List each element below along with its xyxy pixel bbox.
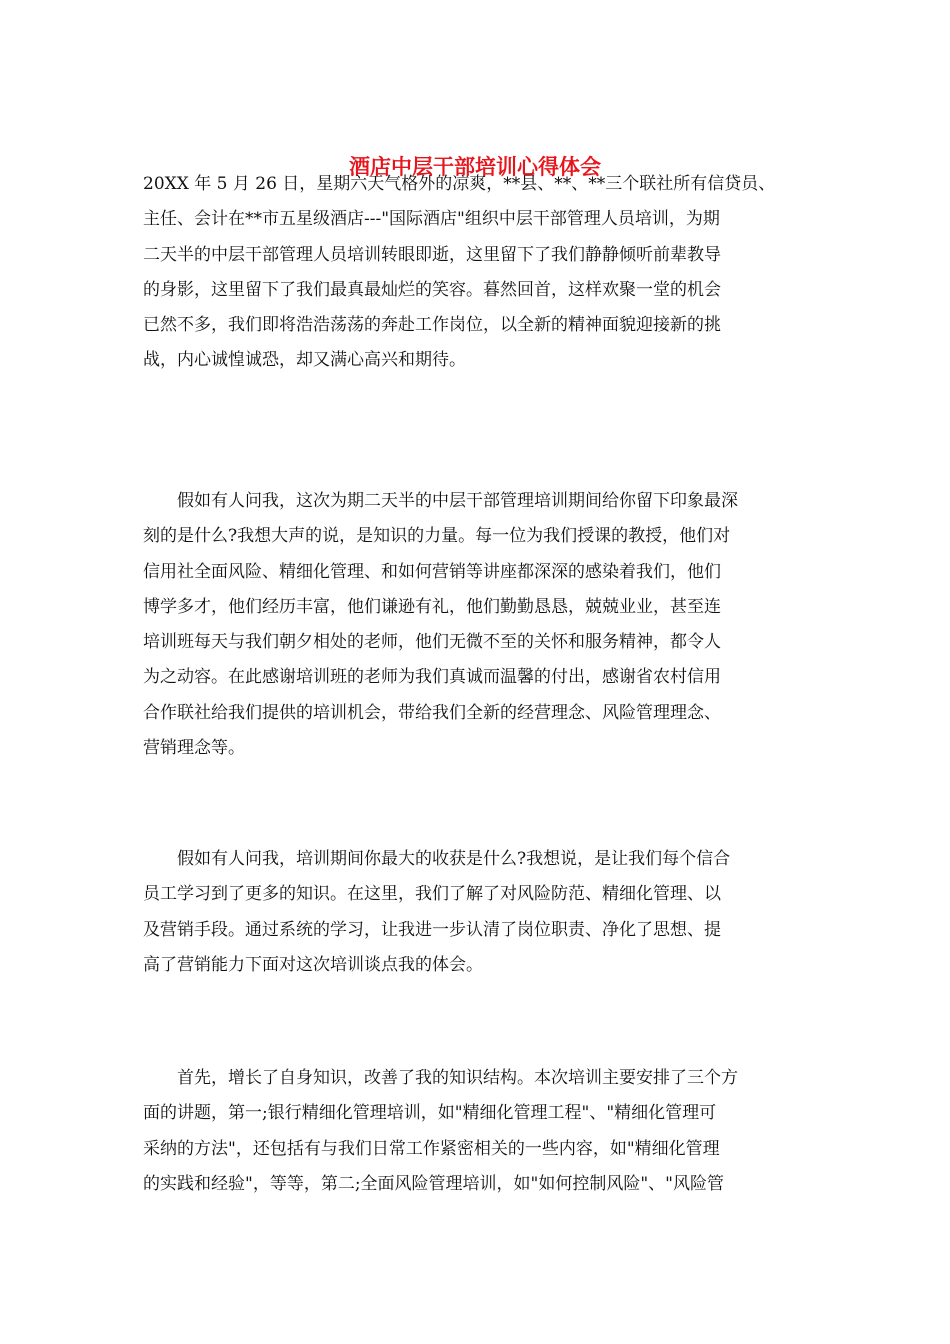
paragraph-line: 合作联社给我们提供的培训机会，带给我们全新的经营理念、风险管理理念、 xyxy=(143,702,721,723)
paragraph-line: 20XX 年 5 月 26 日，星期六天气格外的凉爽，**县、**、**三个联社所有信贷员、 xyxy=(143,174,776,194)
paragraph-line: 博学多才，他们经历丰富，他们谦逊有礼，他们勤勤恳恳，兢兢业业，甚至连 xyxy=(143,596,721,617)
document-title: 酒店中层干部培训心得体会 xyxy=(349,154,601,179)
paragraph-line: 营销理念等。 xyxy=(143,738,245,759)
paragraph-line: 面的讲题，第一;银行精细化管理培训，如"精细化管理工程"、"精细化管理可 xyxy=(143,1103,717,1124)
paragraph-line: 战，内心诚惶诚恐，却又满心高兴和期待。 xyxy=(143,350,466,371)
paragraph-line: 高了营销能力下面对这次培训谈点我的体会。 xyxy=(143,954,483,975)
paragraph-line: 采纳的方法"，还包括有与我们日常工作紧密相关的一些内容，如"精细化管理 xyxy=(143,1138,720,1159)
paragraph-line: 主任、会计在**市五星级酒店---"国际酒店"组织中层干部管理人员培训，为期 xyxy=(143,209,720,230)
paragraph-3 xyxy=(143,842,807,983)
paragraph-line: 信用社全面风险、精细化管理、和如何营销等讲座都深深的感染着我们，他们 xyxy=(143,561,721,582)
paragraph-line: 已然不多，我们即将浩浩荡荡的奔赴工作岗位，以全新的精神面貌迎接新的挑 xyxy=(143,315,721,336)
paragraph-line: 员工学习到了更多的知识。在这里，我们了解了对风险防范、精细化管理、以 xyxy=(143,884,721,905)
paragraph-2 xyxy=(143,484,807,766)
paragraph-1 xyxy=(143,167,807,379)
paragraph-line: 假如有人问我，这次为期二天半的中层干部管理培训期间给你留下印象最深 xyxy=(177,491,738,511)
paragraph-line: 首先，增长了自身知识，改善了我的知识结构。本次培训主要安排了三个方 xyxy=(177,1068,738,1088)
paragraph-line: 的实践和经验"，等等，第二;全面风险管理培训，如"如何控制风险"、"风险管 xyxy=(143,1173,725,1194)
paragraph-line: 二天半的中层干部管理人员培训转眼即逝，这里留下了我们静静倾听前辈教导 xyxy=(143,244,721,265)
paragraph-line: 的身影，这里留下了我们最真最灿烂的笑容。暮然回首，这样欢聚一堂的机会 xyxy=(143,279,721,300)
paragraph-line: 刻的是什么?我想大声的说，是知识的力量。每一位为我们授课的教授，他们对 xyxy=(143,526,731,547)
paragraph-4 xyxy=(143,1061,807,1202)
paragraph-line: 假如有人问我，培训期间你最大的收获是什么?我想说，是让我们每个信合 xyxy=(177,849,731,869)
paragraph-line: 培训班每天与我们朝夕相处的老师，他们无微不至的关怀和服务精神，都令人 xyxy=(143,632,721,653)
paragraph-line: 及营销手段。通过系统的学习，让我进一步认清了岗位职责、净化了思想、提 xyxy=(143,919,721,940)
paragraph-line: 为之动容。在此感谢培训班的老师为我们真诚而温馨的付出，感谢省农村信用 xyxy=(143,667,721,688)
